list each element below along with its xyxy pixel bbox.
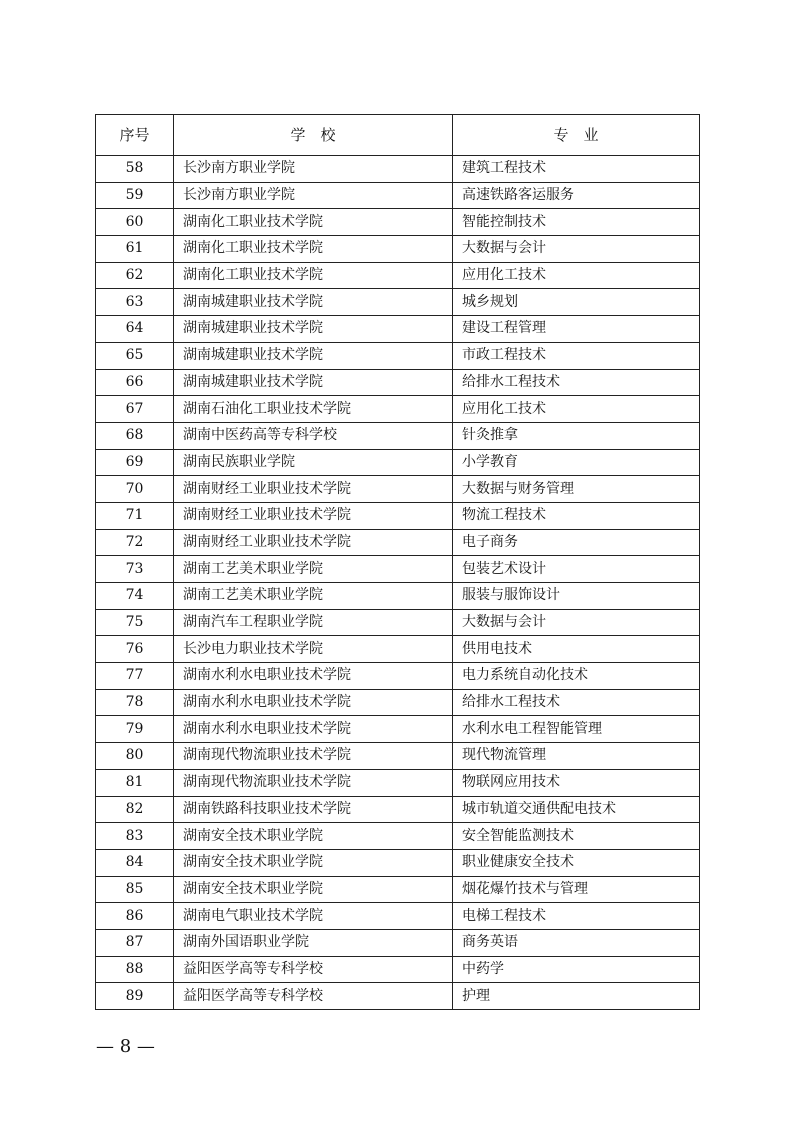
cell-school: 湖南电气职业技术学院	[174, 903, 453, 930]
table-body	[96, 156, 700, 1010]
cell-major: 大数据与财务管理	[453, 476, 700, 503]
cell-school: 湖南化工职业技术学院	[174, 236, 453, 263]
table-header-row	[96, 115, 700, 156]
school-major-table	[95, 114, 700, 1010]
cell-major: 烟花爆竹技术与管理	[453, 876, 700, 903]
cell-index: 87	[96, 929, 174, 956]
cell-school: 湖南财经工业职业技术学院	[174, 476, 453, 503]
cell-index: 75	[96, 609, 174, 636]
cell-index: 73	[96, 556, 174, 583]
cell-major: 应用化工技术	[453, 262, 700, 289]
header-school: 学 校	[174, 115, 453, 156]
cell-index: 66	[96, 369, 174, 396]
cell-major: 小学教育	[453, 449, 700, 476]
cell-index: 63	[96, 289, 174, 316]
table-row	[96, 743, 700, 770]
table-row	[96, 769, 700, 796]
cell-school: 湖南财经工业职业技术学院	[174, 529, 453, 556]
cell-index: 74	[96, 583, 174, 610]
cell-major: 建设工程管理	[453, 316, 700, 343]
cell-school: 湖南现代物流职业技术学院	[174, 743, 453, 770]
table-row	[96, 983, 700, 1010]
cell-major: 针灸推拿	[453, 422, 700, 449]
page-number: — 8 —	[96, 1036, 155, 1057]
cell-index: 64	[96, 316, 174, 343]
cell-major: 城市轨道交通供配电技术	[453, 796, 700, 823]
cell-index: 69	[96, 449, 174, 476]
cell-major: 包装艺术设计	[453, 556, 700, 583]
cell-major: 智能控制技术	[453, 209, 700, 236]
cell-school: 湖南铁路科技职业技术学院	[174, 796, 453, 823]
cell-school: 湖南化工职业技术学院	[174, 209, 453, 236]
cell-school: 湖南工艺美术职业学院	[174, 556, 453, 583]
cell-major: 电梯工程技术	[453, 903, 700, 930]
cell-index: 82	[96, 796, 174, 823]
cell-major: 供用电技术	[453, 636, 700, 663]
cell-index: 86	[96, 903, 174, 930]
header-index: 序号	[96, 115, 174, 156]
cell-index: 61	[96, 236, 174, 263]
cell-index: 88	[96, 956, 174, 983]
cell-major: 职业健康安全技术	[453, 849, 700, 876]
cell-school: 湖南水利水电职业技术学院	[174, 716, 453, 743]
cell-index: 60	[96, 209, 174, 236]
table-row	[96, 609, 700, 636]
table-row	[96, 369, 700, 396]
table-row	[96, 849, 700, 876]
cell-school: 湖南安全技术职业学院	[174, 849, 453, 876]
cell-school: 长沙南方职业学院	[174, 156, 453, 183]
cell-index: 70	[96, 476, 174, 503]
cell-major: 水利水电工程智能管理	[453, 716, 700, 743]
table-row	[96, 289, 700, 316]
cell-school: 湖南工艺美术职业学院	[174, 583, 453, 610]
cell-major: 市政工程技术	[453, 342, 700, 369]
table-row	[96, 502, 700, 529]
table-row	[96, 396, 700, 423]
table-row	[96, 342, 700, 369]
cell-major: 服装与服饰设计	[453, 583, 700, 610]
cell-school: 湖南城建职业技术学院	[174, 369, 453, 396]
cell-major: 大数据与会计	[453, 236, 700, 263]
cell-major: 护理	[453, 983, 700, 1010]
cell-major: 物流工程技术	[453, 502, 700, 529]
cell-school: 长沙南方职业学院	[174, 182, 453, 209]
table-row	[96, 449, 700, 476]
cell-major: 给排水工程技术	[453, 689, 700, 716]
cell-index: 81	[96, 769, 174, 796]
cell-major: 应用化工技术	[453, 396, 700, 423]
cell-major: 电力系统自动化技术	[453, 663, 700, 690]
cell-school: 益阳医学高等专科学校	[174, 956, 453, 983]
table-row	[96, 156, 700, 183]
cell-index: 80	[96, 743, 174, 770]
cell-index: 77	[96, 663, 174, 690]
table-row	[96, 876, 700, 903]
table-row	[96, 636, 700, 663]
table-row	[96, 956, 700, 983]
table-row	[96, 716, 700, 743]
header-major: 专 业	[453, 115, 700, 156]
cell-index: 67	[96, 396, 174, 423]
cell-major: 中药学	[453, 956, 700, 983]
table-row	[96, 316, 700, 343]
cell-major: 给排水工程技术	[453, 369, 700, 396]
table-row	[96, 209, 700, 236]
cell-major: 城乡规划	[453, 289, 700, 316]
cell-index: 84	[96, 849, 174, 876]
cell-index: 83	[96, 823, 174, 850]
cell-school: 湖南中医药高等专科学校	[174, 422, 453, 449]
cell-index: 72	[96, 529, 174, 556]
cell-school: 益阳医学高等专科学校	[174, 983, 453, 1010]
table-row	[96, 529, 700, 556]
cell-index: 85	[96, 876, 174, 903]
cell-school: 湖南水利水电职业技术学院	[174, 689, 453, 716]
cell-major: 物联网应用技术	[453, 769, 700, 796]
cell-major: 现代物流管理	[453, 743, 700, 770]
cell-index: 78	[96, 689, 174, 716]
cell-school: 湖南外国语职业学院	[174, 929, 453, 956]
cell-school: 湖南安全技术职业学院	[174, 823, 453, 850]
cell-major: 建筑工程技术	[453, 156, 700, 183]
cell-index: 71	[96, 502, 174, 529]
cell-index: 62	[96, 262, 174, 289]
cell-major: 大数据与会计	[453, 609, 700, 636]
cell-school: 湖南水利水电职业技术学院	[174, 663, 453, 690]
table-row	[96, 422, 700, 449]
cell-school: 湖南安全技术职业学院	[174, 876, 453, 903]
cell-major: 高速铁路客运服务	[453, 182, 700, 209]
cell-school: 湖南财经工业职业技术学院	[174, 502, 453, 529]
table-row	[96, 929, 700, 956]
cell-school: 长沙电力职业技术学院	[174, 636, 453, 663]
cell-major: 电子商务	[453, 529, 700, 556]
table-row	[96, 823, 700, 850]
table-row	[96, 236, 700, 263]
table-row	[96, 903, 700, 930]
table-row	[96, 476, 700, 503]
cell-index: 59	[96, 182, 174, 209]
table-row	[96, 796, 700, 823]
table-row	[96, 182, 700, 209]
cell-index: 65	[96, 342, 174, 369]
cell-index: 58	[96, 156, 174, 183]
table-row	[96, 583, 700, 610]
cell-school: 湖南城建职业技术学院	[174, 316, 453, 343]
cell-index: 76	[96, 636, 174, 663]
cell-index: 68	[96, 422, 174, 449]
table-row	[96, 689, 700, 716]
cell-index: 79	[96, 716, 174, 743]
cell-major: 商务英语	[453, 929, 700, 956]
cell-school: 湖南现代物流职业技术学院	[174, 769, 453, 796]
cell-school: 湖南民族职业学院	[174, 449, 453, 476]
cell-school: 湖南石油化工职业技术学院	[174, 396, 453, 423]
table-row	[96, 663, 700, 690]
cell-major: 安全智能监测技术	[453, 823, 700, 850]
cell-index: 89	[96, 983, 174, 1010]
cell-school: 湖南汽车工程职业学院	[174, 609, 453, 636]
table-row	[96, 262, 700, 289]
table-row	[96, 556, 700, 583]
cell-school: 湖南城建职业技术学院	[174, 289, 453, 316]
cell-school: 湖南化工职业技术学院	[174, 262, 453, 289]
cell-school: 湖南城建职业技术学院	[174, 342, 453, 369]
